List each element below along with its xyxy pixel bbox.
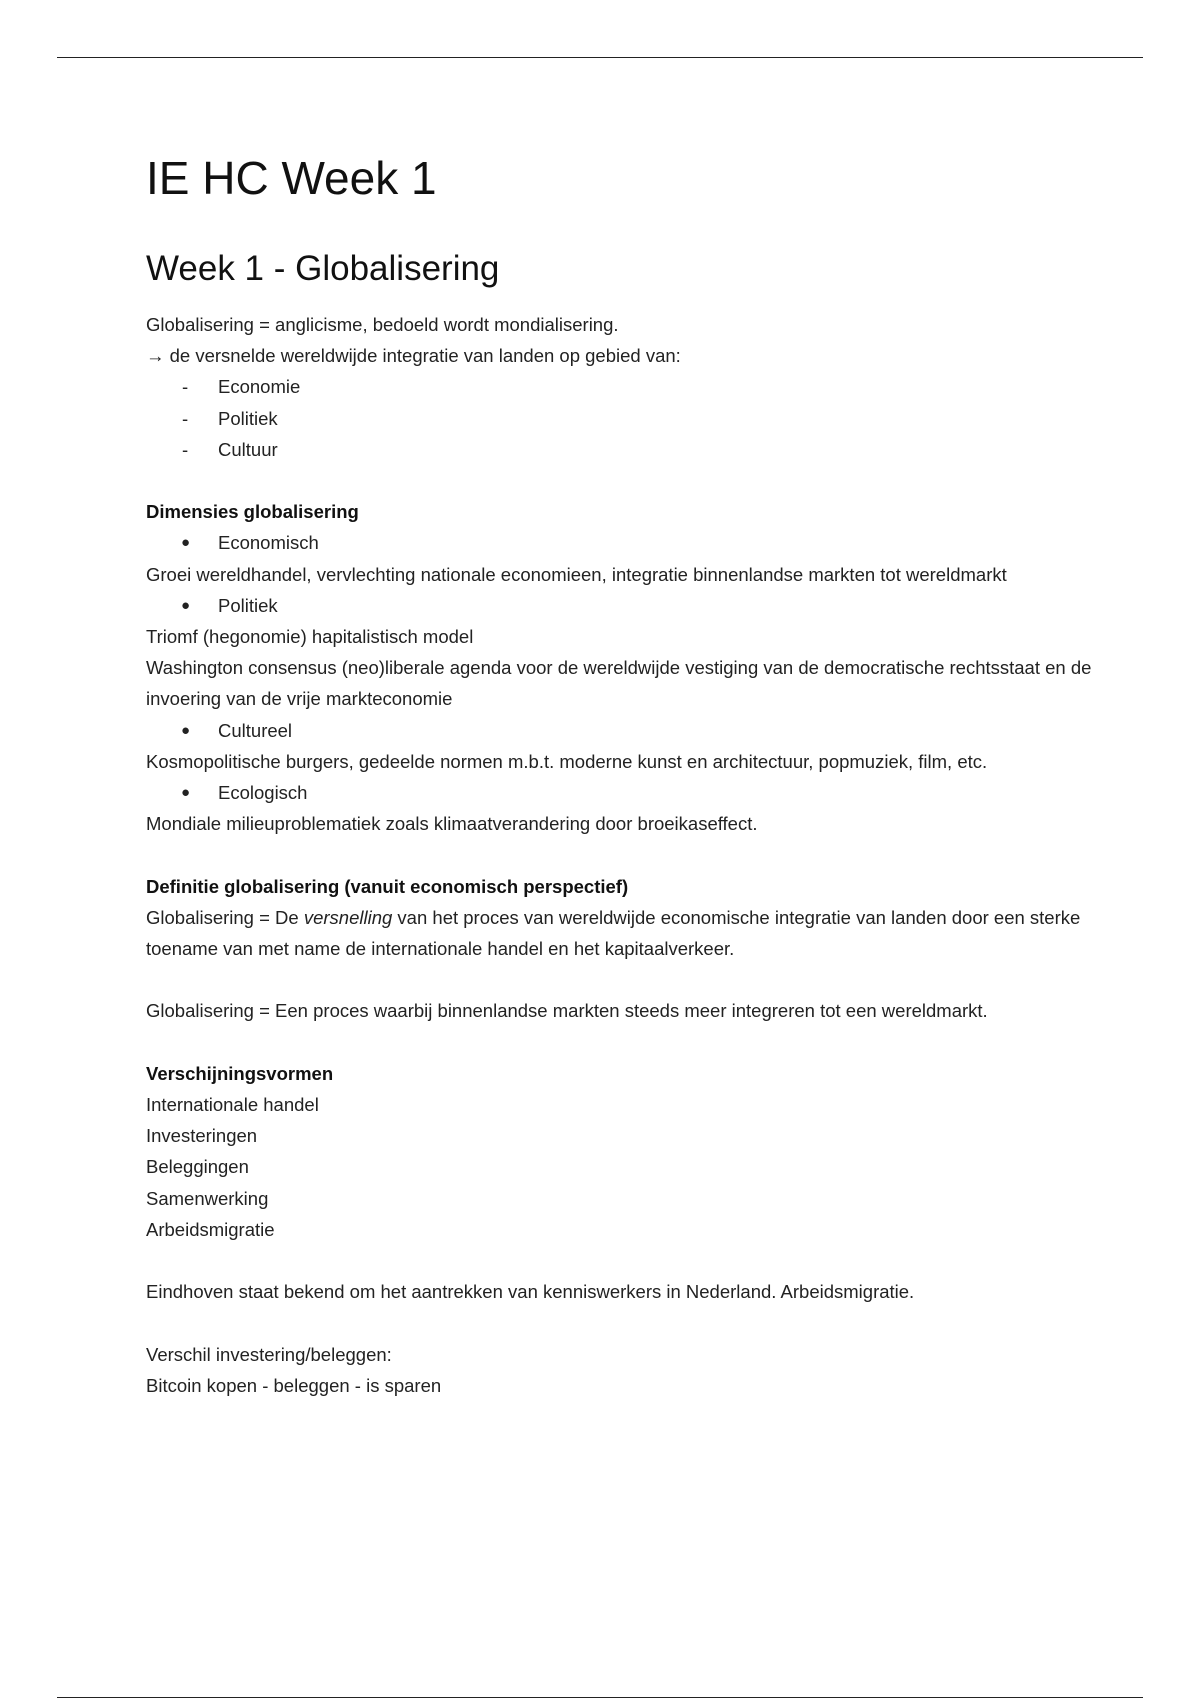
intro-arrow-line: → de versnelde wereldwijde integratie van landen op gebied van: bbox=[146, 345, 681, 367]
bullet-item bbox=[146, 715, 1106, 746]
definition-rest: van het proces van wereldwijde economische integratie van landen door een sterke toename van met name de internationale handel en het kapitaalverkeer. bbox=[146, 906, 1081, 960]
list-item-text: Cultuur bbox=[218, 438, 278, 460]
definition-1 bbox=[146, 902, 1106, 964]
document-page bbox=[146, 150, 1106, 1401]
verschil-line: Verschil investering/beleggen: bbox=[146, 1343, 392, 1365]
bitcoin-line: Bitcoin kopen - beleggen - is sparen bbox=[146, 1374, 442, 1396]
bullet-item bbox=[146, 527, 1106, 558]
list-item-text: Economie bbox=[218, 376, 301, 398]
list-item bbox=[146, 371, 1106, 402]
bullet-icon: ● bbox=[181, 784, 191, 802]
definition-prefix: Globalisering = De bbox=[146, 906, 304, 928]
list-item: Investeringen bbox=[146, 1125, 258, 1147]
verschijningsvormen-heading: Verschijningsvormen bbox=[146, 1062, 334, 1084]
dimension-text: Mondiale milieuproblematiek zoals klimaatverandering door broeikaseffect. bbox=[146, 813, 758, 835]
spacer bbox=[146, 964, 1106, 995]
document-title: IE HC Week 1 bbox=[146, 152, 437, 204]
dimension-text: Triomf (hegonomie) hapitalistisch model bbox=[146, 626, 474, 648]
definition-2: Globalisering = Een proces waarbij binnenlandse markten steeds meer integreren tot een wereldmarkt. bbox=[146, 1000, 988, 1022]
dash-marker: - bbox=[182, 438, 189, 460]
header-rule bbox=[57, 57, 1143, 58]
dimension-text: Groei wereldhandel, vervlechting nationale economieen, integratie binnenlandse markten tot wereldmarkt bbox=[146, 563, 1007, 585]
list-item bbox=[146, 434, 1106, 465]
document-body bbox=[146, 309, 1106, 1401]
definitie-heading: Definitie globalisering (vanuit economisch perspectief) bbox=[146, 875, 629, 897]
spacer bbox=[146, 1027, 1106, 1058]
dash-marker: - bbox=[182, 376, 189, 398]
bullet-icon: ● bbox=[181, 596, 191, 614]
section-title: Week 1 - Globalisering bbox=[146, 249, 500, 288]
dimensies-heading: Dimensies globalisering bbox=[146, 501, 359, 523]
spacer bbox=[146, 839, 1106, 870]
dimension-text: Washington consensus (neo)liberale agenda voor de wereldwijde vestiging van de democratische rechtsstaat en de invoering van de vrije markteconomie bbox=[146, 657, 1092, 710]
spacer bbox=[146, 1245, 1106, 1276]
list-item bbox=[146, 403, 1106, 434]
bullet-icon: ● bbox=[181, 721, 191, 739]
bullet-item bbox=[146, 590, 1106, 621]
footer-rule bbox=[57, 1697, 1143, 1698]
list-item: Samenwerking bbox=[146, 1187, 269, 1209]
eindhoven-text: Eindhoven staat bekend om het aantrekken van kenniswerkers in Nederland. Arbeidsmigratie. bbox=[146, 1281, 915, 1303]
definition-emphasis: versnelling bbox=[303, 906, 393, 928]
spacer bbox=[146, 465, 1106, 496]
bullet-label: Cultureel bbox=[218, 719, 293, 741]
list-item: Arbeidsmigratie bbox=[146, 1218, 275, 1240]
intro-line: Globalisering = anglicisme, bedoeld wordt mondialisering. bbox=[146, 314, 619, 335]
bullet-icon: ● bbox=[181, 534, 191, 552]
bullet-label: Politiek bbox=[218, 594, 278, 616]
bullet-label: Ecologisch bbox=[218, 782, 308, 804]
dash-marker: - bbox=[182, 407, 189, 429]
dimension-text: Kosmopolitische burgers, gedeelde normen m.b.t. moderne kunst en architectuur, popmuziek, film, etc. bbox=[146, 750, 988, 772]
bullet-item bbox=[146, 777, 1106, 808]
list-item: Internationale handel bbox=[146, 1094, 319, 1116]
spacer bbox=[146, 1307, 1106, 1338]
list-item-text: Politiek bbox=[218, 407, 278, 429]
bullet-label: Economisch bbox=[218, 532, 319, 554]
list-item: Beleggingen bbox=[146, 1156, 249, 1178]
